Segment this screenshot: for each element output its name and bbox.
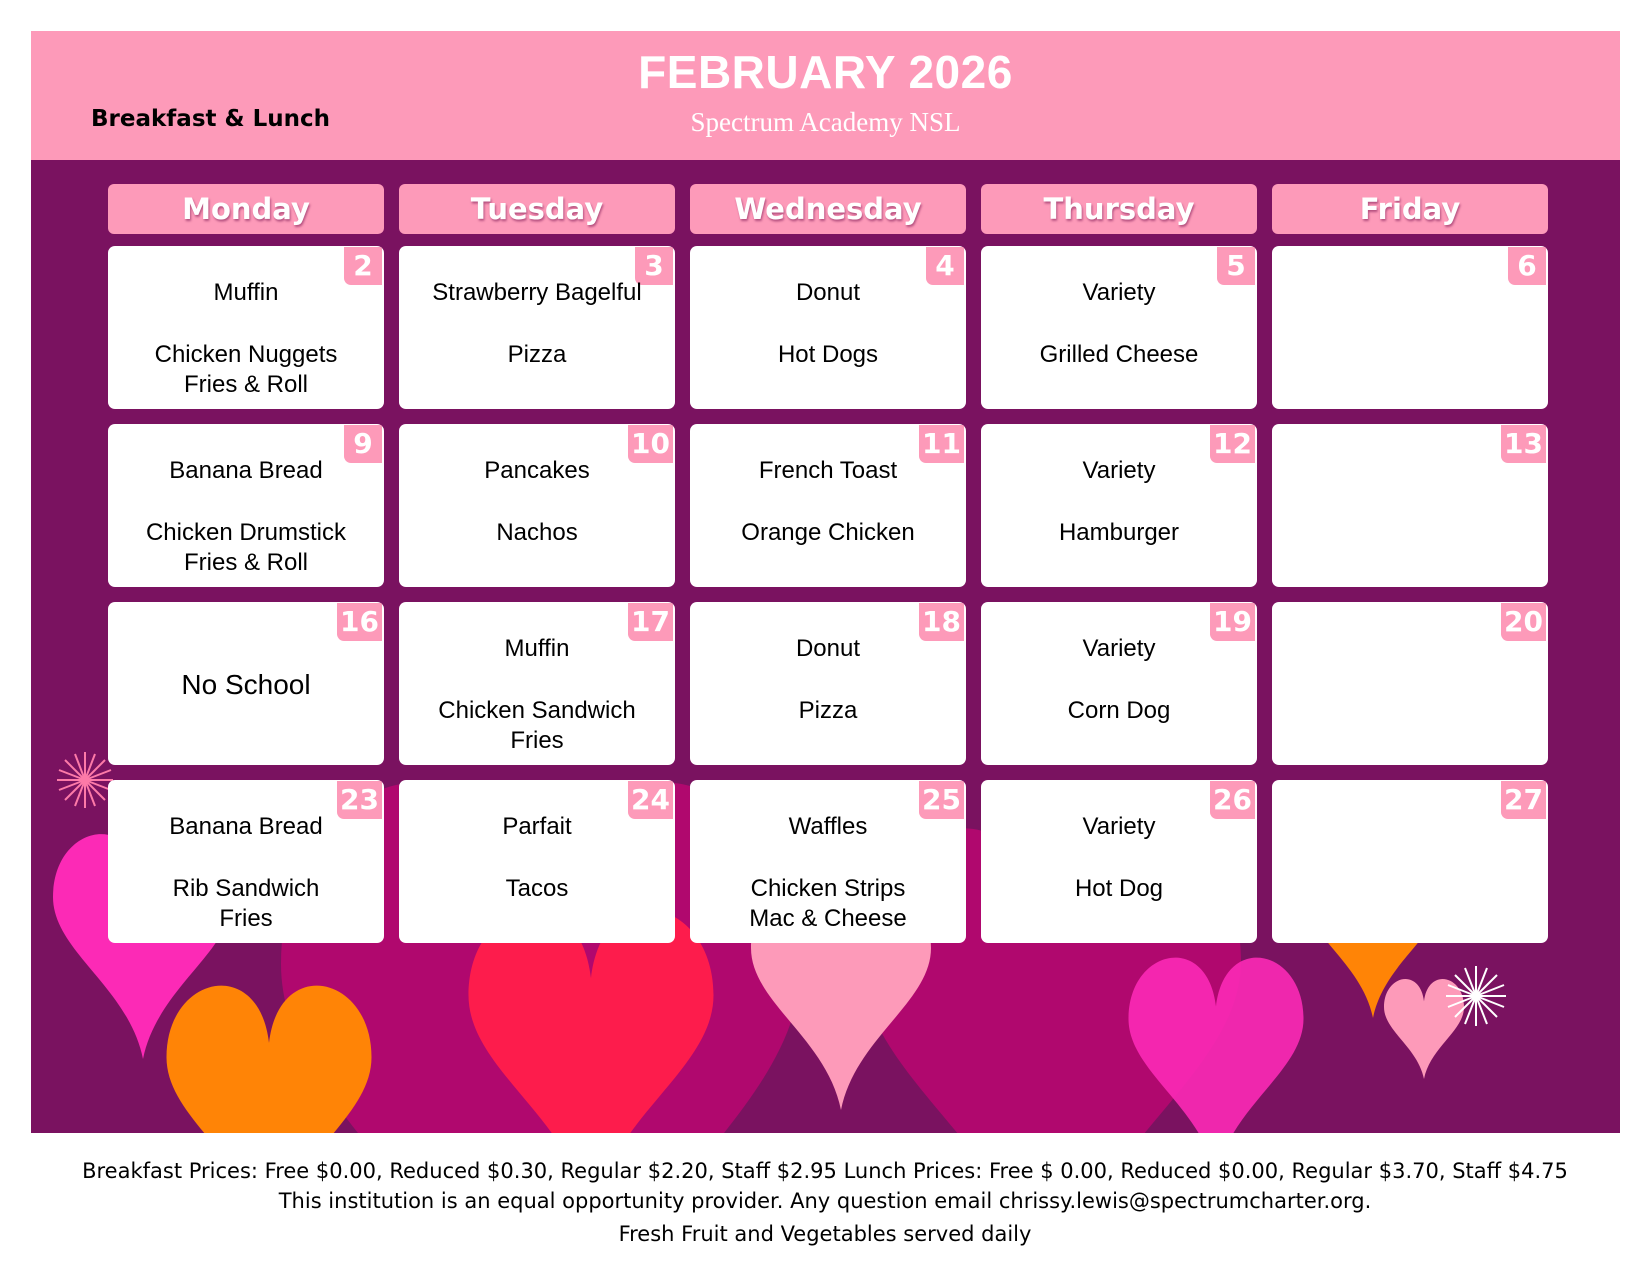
lunch-item: Pizza — [507, 341, 567, 368]
breakfast-item: Variety — [1082, 279, 1156, 306]
date-badge: 24 — [628, 781, 673, 819]
date-badge: 3 — [635, 247, 673, 285]
day-cell — [690, 246, 966, 409]
date-badge: 20 — [1501, 603, 1546, 641]
lunch-item: Rib Sandwich — [172, 875, 320, 902]
day-cell — [1272, 780, 1548, 943]
breakfast-item: French Toast — [758, 457, 898, 484]
lunch-side-item: Fries & Roll — [183, 549, 309, 576]
lunch-item: Hamburger — [1058, 519, 1180, 546]
breakfast-item: Strawberry Bagelful — [432, 279, 642, 306]
lunch-item: Orange Chicken — [741, 519, 915, 546]
day-cell — [108, 246, 384, 409]
breakfast-item: Waffles — [788, 813, 868, 840]
day-cell — [108, 602, 384, 765]
breakfast-item: Banana Bread — [169, 813, 323, 840]
lunch-item: Grilled Cheese — [1039, 341, 1199, 368]
date-badge: 18 — [919, 603, 964, 641]
heart-icon — [167, 986, 372, 1133]
day-cell — [399, 246, 675, 409]
calendar-board — [31, 160, 1620, 1133]
lunch-item: Hot Dogs — [777, 341, 879, 368]
date-badge: 13 — [1501, 425, 1546, 463]
day-header-thursday: Thursday — [981, 184, 1257, 234]
date-badge: 10 — [628, 425, 673, 463]
breakfast-item: Donut — [795, 635, 861, 662]
day-cell — [690, 602, 966, 765]
breakfast-item: Variety — [1082, 635, 1156, 662]
price-info: Breakfast Prices: Free $0.00, Reduced $0.30, Regular $2.20, Staff $2.95 Lunch Prices: Free $ 0.00, Reduced $0.00, Regular $3.70, Staff $4.75 — [82, 1159, 1568, 1183]
page-title: FEBRUARY 2026 — [638, 46, 1013, 98]
day-cell — [1272, 602, 1548, 765]
day-cell — [1272, 246, 1548, 409]
breakfast-item: Muffin — [213, 279, 279, 306]
day-cell — [399, 424, 675, 587]
menu-label: Breakfast & Lunch — [91, 106, 330, 132]
header-banner — [31, 31, 1620, 160]
school-name: Spectrum Academy NSL — [690, 107, 961, 137]
no-school-note: No School — [181, 669, 311, 700]
breakfast-item: Parfait — [502, 813, 572, 840]
day-cell — [399, 602, 675, 765]
day-header-monday: Monday — [108, 184, 384, 234]
heart-icon — [1384, 979, 1464, 1079]
date-badge: 16 — [337, 603, 382, 641]
breakfast-item: Donut — [795, 279, 861, 306]
lunch-item: Hot Dog — [1074, 875, 1164, 902]
lunch-side-item: Fries — [219, 905, 273, 932]
day-cell — [981, 424, 1257, 587]
day-cell — [981, 602, 1257, 765]
equal-opportunity-note: This institution is an equal opportunity provider. Any question email chrissy.lewis@spectrumcharter.org. — [278, 1189, 1372, 1213]
lunch-item: Nachos — [496, 519, 578, 546]
date-badge: 12 — [1210, 425, 1255, 463]
day-cell — [981, 780, 1257, 943]
starburst-icon — [1446, 966, 1506, 1026]
date-badge: 4 — [926, 247, 964, 285]
day-cell — [108, 780, 384, 943]
breakfast-item: Pancakes — [484, 457, 590, 484]
lunch-side-item: Fries — [510, 727, 564, 754]
day-cell — [1272, 424, 1548, 587]
date-badge: 27 — [1501, 781, 1546, 819]
lunch-item: Chicken Nuggets — [154, 341, 338, 368]
day-cell — [690, 780, 966, 943]
date-badge: 9 — [344, 425, 382, 463]
date-badge: 26 — [1210, 781, 1255, 819]
breakfast-item: Banana Bread — [169, 457, 323, 484]
lunch-item: Chicken Sandwich — [438, 697, 636, 724]
starburst-icon — [57, 752, 113, 808]
day-header-wednesday: Wednesday — [690, 184, 966, 234]
lunch-item: Chicken Strips — [750, 875, 906, 902]
date-badge: 23 — [337, 781, 382, 819]
date-badge: 19 — [1210, 603, 1255, 641]
date-badge: 2 — [344, 247, 382, 285]
day-header-tuesday: Tuesday — [399, 184, 675, 234]
date-badge: 25 — [919, 781, 964, 819]
lunch-item: Chicken Drumstick — [145, 519, 347, 546]
day-header-friday: Friday — [1272, 184, 1548, 234]
date-badge: 17 — [628, 603, 673, 641]
day-cell — [399, 780, 675, 943]
day-cell — [690, 424, 966, 587]
lunch-item: Pizza — [798, 697, 858, 724]
breakfast-item: Variety — [1082, 813, 1156, 840]
breakfast-item: Variety — [1082, 457, 1156, 484]
date-badge: 11 — [919, 425, 964, 463]
day-cell — [981, 246, 1257, 409]
date-badge: 5 — [1217, 247, 1255, 285]
breakfast-item: Muffin — [504, 635, 570, 662]
day-cell — [108, 424, 384, 587]
lunch-side-item: Mac & Cheese — [749, 905, 907, 932]
date-badge: 6 — [1508, 247, 1546, 285]
lunch-side-item: Fries & Roll — [183, 371, 309, 398]
produce-note: Fresh Fruit and Vegetables served daily — [618, 1222, 1032, 1246]
lunch-item: Corn Dog — [1067, 697, 1171, 724]
lunch-item: Tacos — [505, 875, 569, 902]
